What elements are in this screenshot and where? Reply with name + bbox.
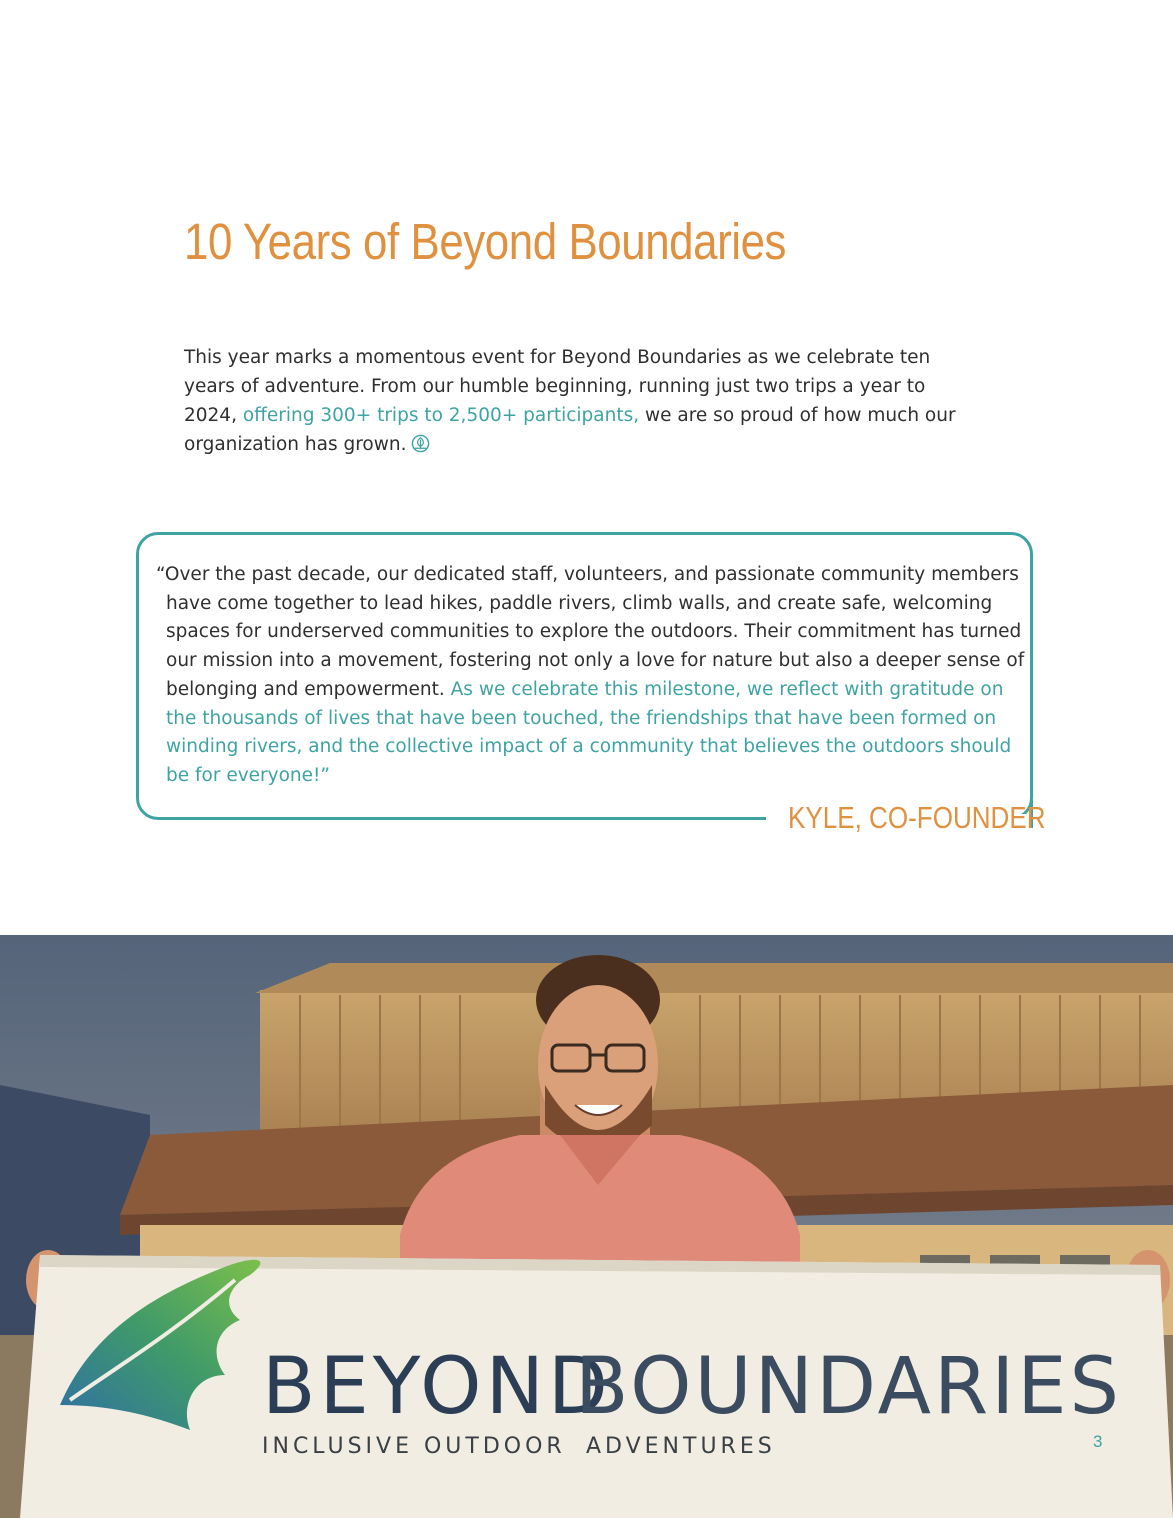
intro-highlight: offering 300+ trips to 2,500+ participants, bbox=[242, 405, 640, 426]
page-number: 3 bbox=[1093, 1432, 1103, 1451]
quote-text: “Over the past decade, our dedicated staff, volunteers, and passionate community members have come together to lead hikes, paddle rivers, climb walls, and create safe, welcoming spaces for underserved communities to explore the outdoors. Their commitment has turned our mission into a movement, fostering not only a love for nature but also a deeper sense of belonging and empowerment. bbox=[156, 564, 1025, 700]
banner-tagline-part1: INCLUSIVE OUTDOOR bbox=[262, 1434, 566, 1459]
page-title: 10 Years of Beyond Boundaries bbox=[184, 213, 787, 270]
leaf-badge-icon bbox=[411, 434, 430, 453]
quote-highlight: As we celebrate this milestone, we reflect with gratitude on the thousands of lives that have been touched, the friendships that have been formed on winding rivers, and the collective impact of a community that believes the outdoors should be for everyone!” bbox=[166, 678, 1012, 786]
intro-text: This year marks a momentous event for Beyond Boundaries as we celebrate ten years of adventure. From our humble beginning, running just two trips a year to 2024, bbox=[184, 347, 931, 426]
quote-attribution: KYLE, CO-FOUNDER bbox=[788, 800, 1046, 835]
intro-paragraph bbox=[184, 343, 984, 459]
intro-text-end: we are so proud of how much our organization has grown. bbox=[184, 405, 956, 455]
banner-tagline-part2: ADVENTURES bbox=[586, 1434, 776, 1459]
banner-word-beyond: BEYOND bbox=[262, 1342, 612, 1432]
banner-word-boundaries: BOUNDARIES bbox=[575, 1342, 1123, 1432]
founder-quote bbox=[156, 561, 1026, 791]
founder-photo bbox=[0, 935, 1173, 1518]
